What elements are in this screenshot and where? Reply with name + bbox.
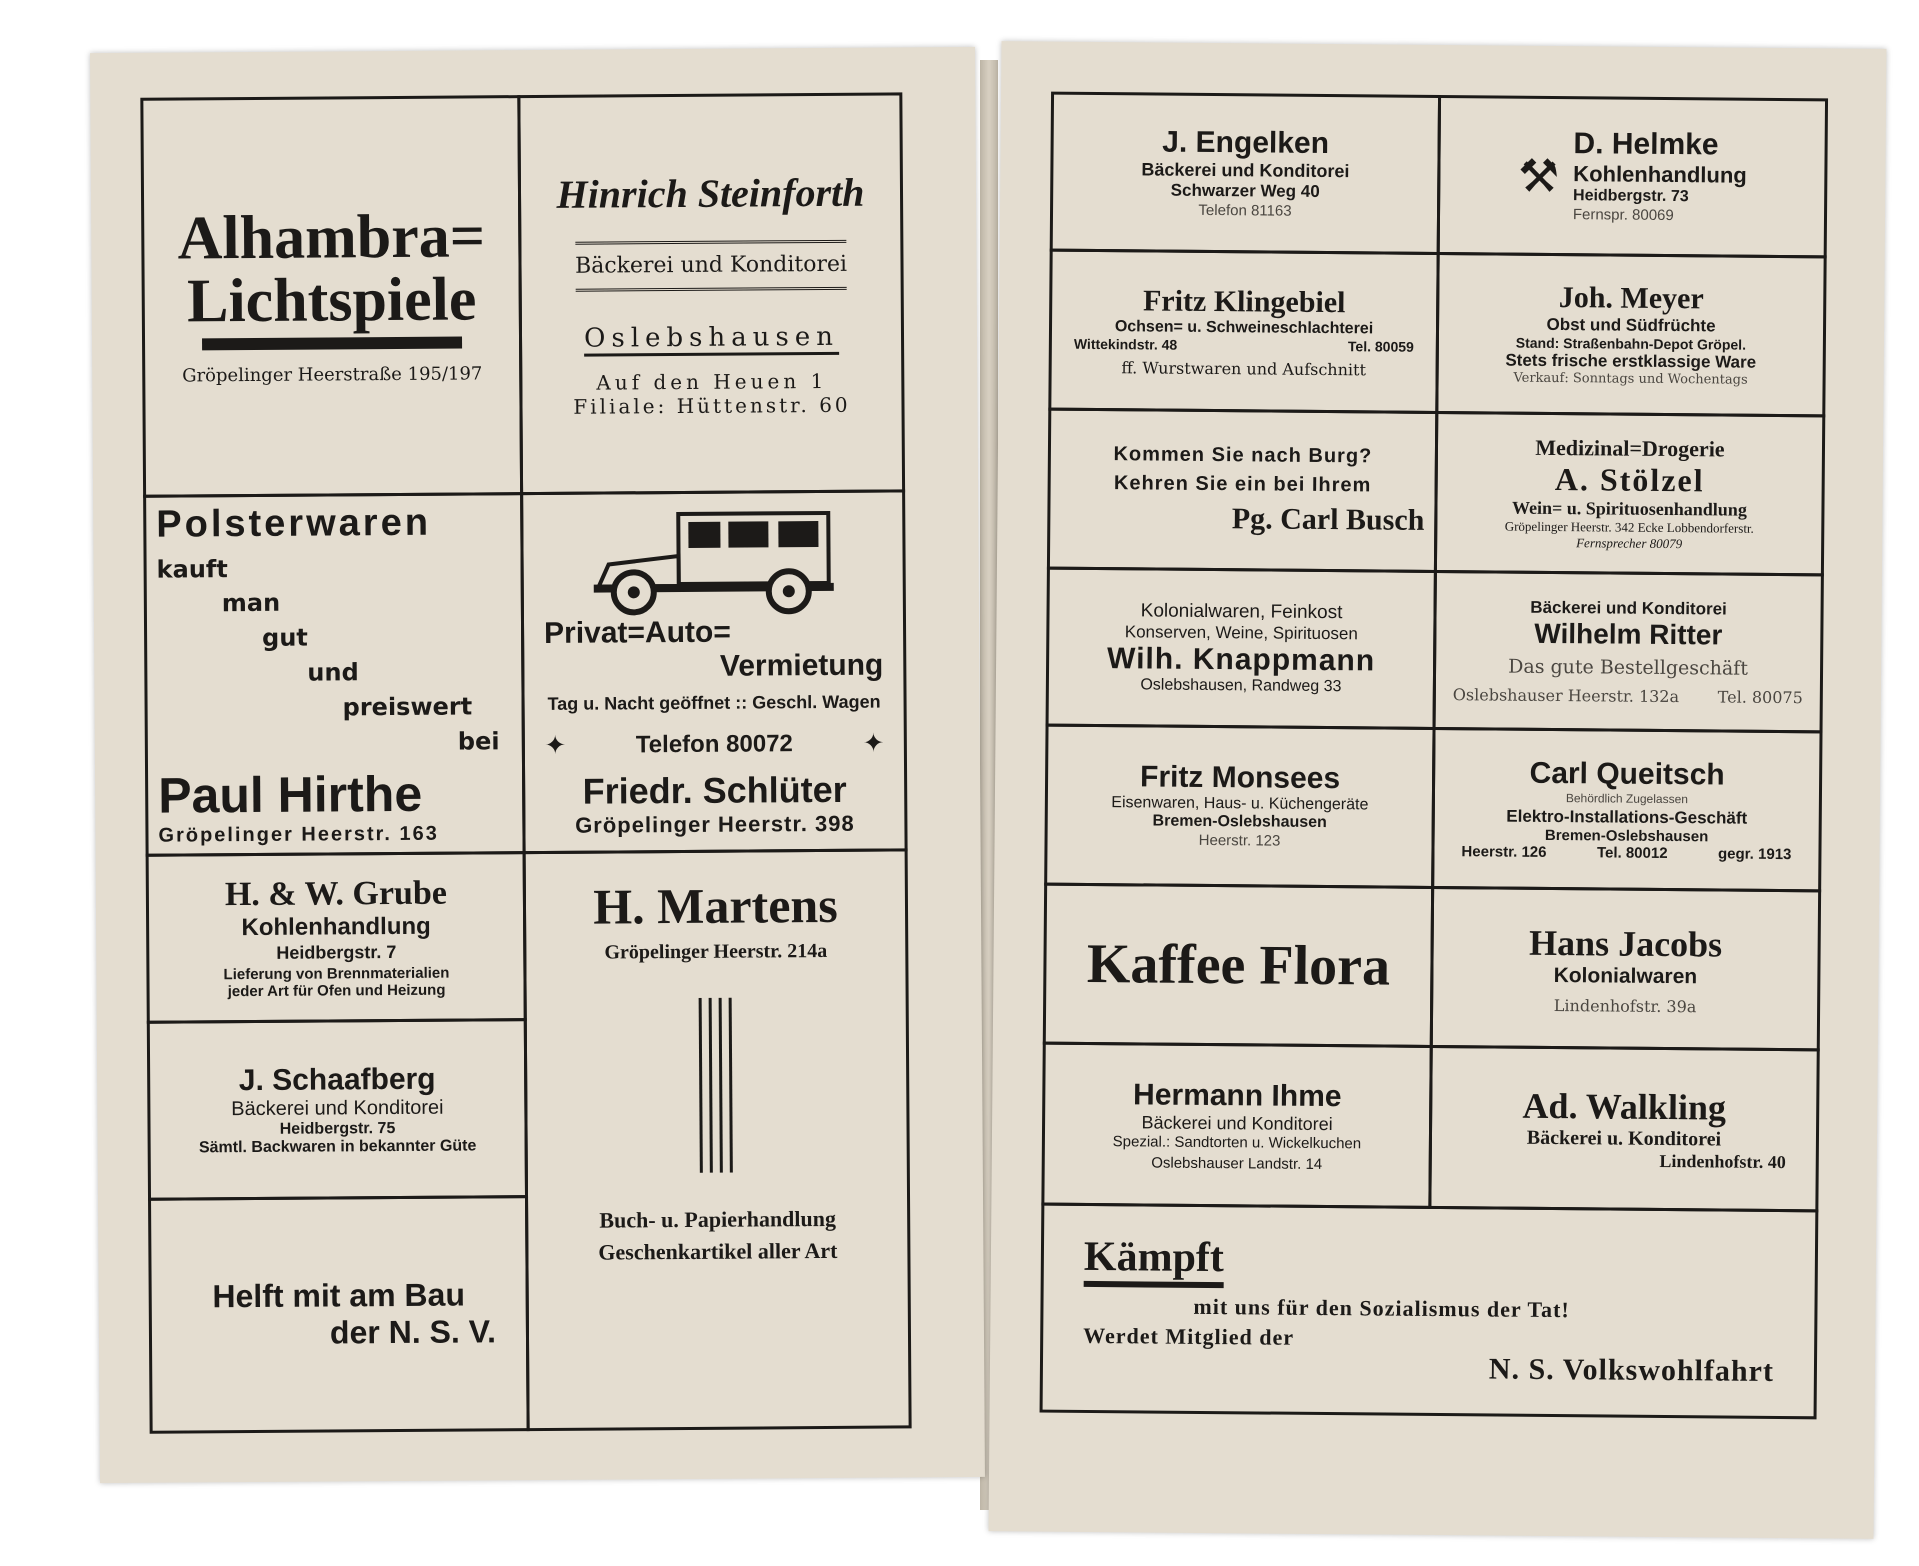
steinforth-place: Oslebshausen — [584, 322, 839, 357]
helmke-trade: Kohlenhandlung — [1573, 161, 1747, 188]
stoelzel-address: Gröpelinger Heerstr. 342 Ecke Lobbendorferstr. — [1504, 518, 1754, 536]
polster-word: preiswert — [342, 692, 473, 722]
queitsch-phone: Tel. 80012 — [1596, 844, 1668, 862]
ritter-trade: Bäckerei und Konditorei — [1530, 597, 1727, 619]
ad-queitsch — [1431, 727, 1822, 892]
schlueter-name: Friedr. Schlüter — [582, 768, 847, 812]
martens-line1: Buch- u. Papierhandlung — [599, 1205, 837, 1233]
stoelzel-title: Medizinal=Drogerie — [1535, 434, 1725, 462]
knappmann-name: Wilh. Knappmann — [1106, 642, 1376, 678]
ad-kaempft — [1040, 1203, 1819, 1420]
polster-words — [157, 550, 500, 761]
knappmann-address: Oslebshausen, Randweg 33 — [1140, 676, 1342, 696]
polster-word: gut — [262, 623, 308, 653]
meyer-trade: Obst und Südfrüchte — [1546, 314, 1716, 335]
knappmann-line1: Kolonialwaren, Feinkost — [1140, 600, 1343, 624]
klingebiel-phone: Tel. 80059 — [1347, 337, 1414, 355]
ad-kaffee-flora — [1043, 883, 1434, 1048]
steinforth-address1: Auf den Heuen 1 — [596, 368, 828, 395]
ad-busch — [1047, 408, 1438, 573]
ad-ritter — [1433, 570, 1824, 733]
meyer-stand: Stand: Straßenbahn-Depot Gröpel. — [1515, 334, 1747, 353]
ad-schaafberg — [147, 1018, 528, 1201]
queitsch-founded: gegr. 1913 — [1717, 845, 1792, 863]
ad-nsv — [148, 1195, 530, 1434]
alhambra-line2: Lichtspiele — [186, 265, 477, 336]
alhambra-bar — [202, 336, 462, 350]
ihme-address: Oslebshauser Landstr. 14 — [1151, 1154, 1323, 1173]
martens-line2: Geschenkartikel aller Art — [598, 1237, 838, 1265]
ad-monsees — [1044, 724, 1435, 889]
busch-line1: Kommen Sie nach Burg? — [1113, 443, 1373, 468]
kaempft-line3: N. S. Volkswohlfahrt — [1488, 1352, 1775, 1388]
steinforth-trade: Bäckerei und Konditorei — [575, 240, 847, 291]
klingebiel-address: Wittekindstr. 48 — [1073, 335, 1178, 353]
walkling-address: Lindenhofstr. 40 — [1659, 1150, 1786, 1173]
ritter-name: Wilhelm Ritter — [1534, 617, 1723, 650]
grube-name: H. & W. Grube — [224, 874, 448, 914]
queitsch-trade: Elektro-Installations-Geschäft — [1506, 806, 1748, 828]
schaafberg-address: Heidbergstr. 75 — [279, 1119, 396, 1138]
klingebiel-contact — [1074, 335, 1414, 354]
ad-jacobs — [1430, 886, 1821, 1051]
schaafberg-trade: Bäckerei und Konditorei — [231, 1096, 444, 1120]
polster-word: bei — [457, 726, 500, 756]
ad-helmke — [1437, 95, 1828, 258]
knappmann-line2: Konserven, Weine, Spirituosen — [1124, 622, 1358, 644]
polster-address: Gröpelinger Heerstr. 163 — [158, 823, 439, 848]
ritter-slogan: Das gute Bestellgeschäft — [1508, 655, 1749, 680]
star-icon: ✦ — [862, 728, 885, 759]
ritter-contact — [1453, 685, 1803, 707]
grube-address: Heidbergstr. 7 — [276, 942, 397, 964]
polster-title: Polsterwaren — [156, 501, 432, 546]
polster-word: man — [221, 589, 281, 618]
queitsch-address: Heerstr. 126 — [1461, 843, 1547, 861]
ad-martens — [523, 848, 912, 1431]
monsees-address: Heerstr. 123 — [1198, 832, 1281, 850]
engelken-address: Schwarzer Weg 40 — [1170, 180, 1320, 201]
vertical-lines-ornament — [696, 998, 737, 1173]
helmke-name: D. Helmke — [1573, 127, 1719, 162]
grube-trade: Kohlenhandlung — [241, 913, 431, 942]
engelken-trade: Bäckerei und Konditorei — [1141, 159, 1350, 181]
stoelzel-name: A. Stölzel — [1554, 461, 1705, 499]
schaafberg-name: J. Schaafberg — [238, 1062, 436, 1097]
jacobs-address: Lindenhofstr. 39a — [1553, 995, 1697, 1016]
grube-line2: jeder Art für Ofen und Heizung — [227, 981, 446, 1000]
ad-grube — [146, 851, 527, 1024]
star-icon: ✦ — [544, 730, 567, 761]
klingebiel-name: Fritz Klingebiel — [1142, 283, 1346, 319]
ad-schlueter — [520, 489, 908, 854]
meyer-name: Joh. Meyer — [1558, 280, 1704, 315]
car-illustration — [588, 505, 839, 617]
martens-name: H. Martens — [593, 876, 838, 935]
kaempft-title: Kämpft — [1084, 1233, 1224, 1288]
helmke-phone: Fernspr. 80069 — [1572, 206, 1674, 225]
grube-line1: Lieferung von Brennmaterialien — [223, 964, 450, 983]
engelken-name: J. Engelken — [1162, 125, 1330, 160]
schlueter-address: Gröpelinger Heerstr. 398 — [575, 810, 855, 838]
nsv-line1: Helft mit am Bau — [212, 1276, 466, 1315]
ritter-address: Oslebshauser Heerstr. 132a — [1452, 684, 1680, 706]
monsees-place: Bremen-Oslebshausen — [1152, 812, 1327, 832]
ritter-phone: Tel. 80075 — [1717, 686, 1803, 707]
left-page — [90, 47, 985, 1483]
steinforth-name: Hinrich Steinforth — [556, 169, 865, 218]
martens-address: Gröpelinger Heerstr. 214a — [604, 939, 828, 964]
right-page — [989, 41, 1887, 1539]
klingebiel-note: ff. Wurstwaren und Aufschnitt — [1121, 357, 1367, 379]
alhambra-address: Gröpelinger Heerstraße 195/197 — [182, 363, 483, 387]
meyer-sale: Verkauf: Sonntags und Wochentags — [1513, 370, 1748, 388]
ad-walkling — [1428, 1045, 1819, 1212]
steinforth-address2: Filiale: Hüttenstr. 60 — [573, 392, 851, 419]
ad-meyer — [1435, 252, 1826, 417]
polster-bar — [156, 546, 486, 548]
meyer-slogan: Stets frische erstklassige Ware — [1505, 350, 1757, 372]
nsv-line2: der N. S. V. — [329, 1313, 497, 1351]
kaempft-line1: mit uns für den Sozialismus der Tat! — [1193, 1293, 1570, 1323]
helmke-text — [1573, 127, 1747, 226]
helmke-header — [1518, 127, 1748, 226]
stoelzel-phone: Fernsprecher 80079 — [1576, 535, 1683, 552]
ad-klingebiel — [1048, 249, 1439, 414]
ad-engelken — [1050, 92, 1441, 255]
jacobs-name: Hans Jacobs — [1528, 922, 1723, 964]
ad-ihme — [1041, 1042, 1432, 1209]
monsees-trade: Eisenwaren, Haus- u. Küchengeräte — [1111, 794, 1369, 814]
schlueter-phone-row — [544, 728, 884, 760]
jacobs-trade: Kolonialwaren — [1553, 963, 1698, 988]
ihme-trade: Bäckerei und Konditorei — [1141, 1111, 1333, 1134]
flora-name: Kaffee Flora — [1086, 932, 1391, 998]
engelken-phone: Telefon 81163 — [1198, 201, 1292, 220]
helmke-address: Heidbergstr. 73 — [1572, 187, 1689, 206]
ad-steinforth — [517, 92, 905, 495]
queitsch-contact — [1461, 843, 1791, 863]
schaafberg-note: Sämtl. Backwaren in bekannter Güte — [198, 1136, 477, 1156]
ad-alhambra — [140, 95, 523, 498]
busch-line2: Kehren Sie ein bei Ihrem — [1113, 472, 1372, 497]
alhambra-line1: Alhambra= — [177, 202, 486, 273]
schlueter-phone: Telefon 80072 — [635, 729, 793, 758]
ihme-special: Spezial.: Sandtorten u. Wickelkuchen — [1112, 1132, 1362, 1152]
monsees-name: Fritz Monsees — [1139, 760, 1341, 796]
ad-polsterwaren — [143, 492, 526, 857]
schlueter-line2: Vermietung — [719, 648, 884, 684]
queitsch-place: Bremen-Oslebshausen — [1544, 826, 1709, 846]
queitsch-name: Carl Queitsch — [1529, 757, 1725, 792]
ad-stoelzel — [1434, 411, 1825, 576]
ihme-name: Hermann Ihme — [1132, 1077, 1342, 1113]
stoelzel-trade: Wein= u. Spirituosenhandlung — [1511, 497, 1747, 520]
walkling-trade: Bäckerei u. Konditorei — [1526, 1126, 1722, 1151]
busch-name: Pg. Carl Busch — [1231, 502, 1425, 537]
schlueter-line1: Privat=Auto= — [543, 615, 731, 651]
hammer-pick-icon: ⚒ — [1517, 148, 1560, 204]
ad-knappmann — [1046, 567, 1437, 730]
polster-name: Paul Hirthe — [158, 766, 423, 825]
polster-word: und — [307, 658, 359, 687]
walkling-name: Ad. Walkling — [1522, 1085, 1727, 1128]
queitsch-note: Behördlich Zugelassen — [1565, 791, 1689, 807]
polster-word: kauft — [156, 554, 228, 584]
kaempft-line2: Werdet Mitglied der — [1083, 1322, 1295, 1350]
klingebiel-trade: Ochsen= u. Schweineschlachterei — [1114, 317, 1374, 337]
schlueter-hours: Tag u. Nacht geöffnet :: Geschl. Wagen — [547, 691, 881, 715]
